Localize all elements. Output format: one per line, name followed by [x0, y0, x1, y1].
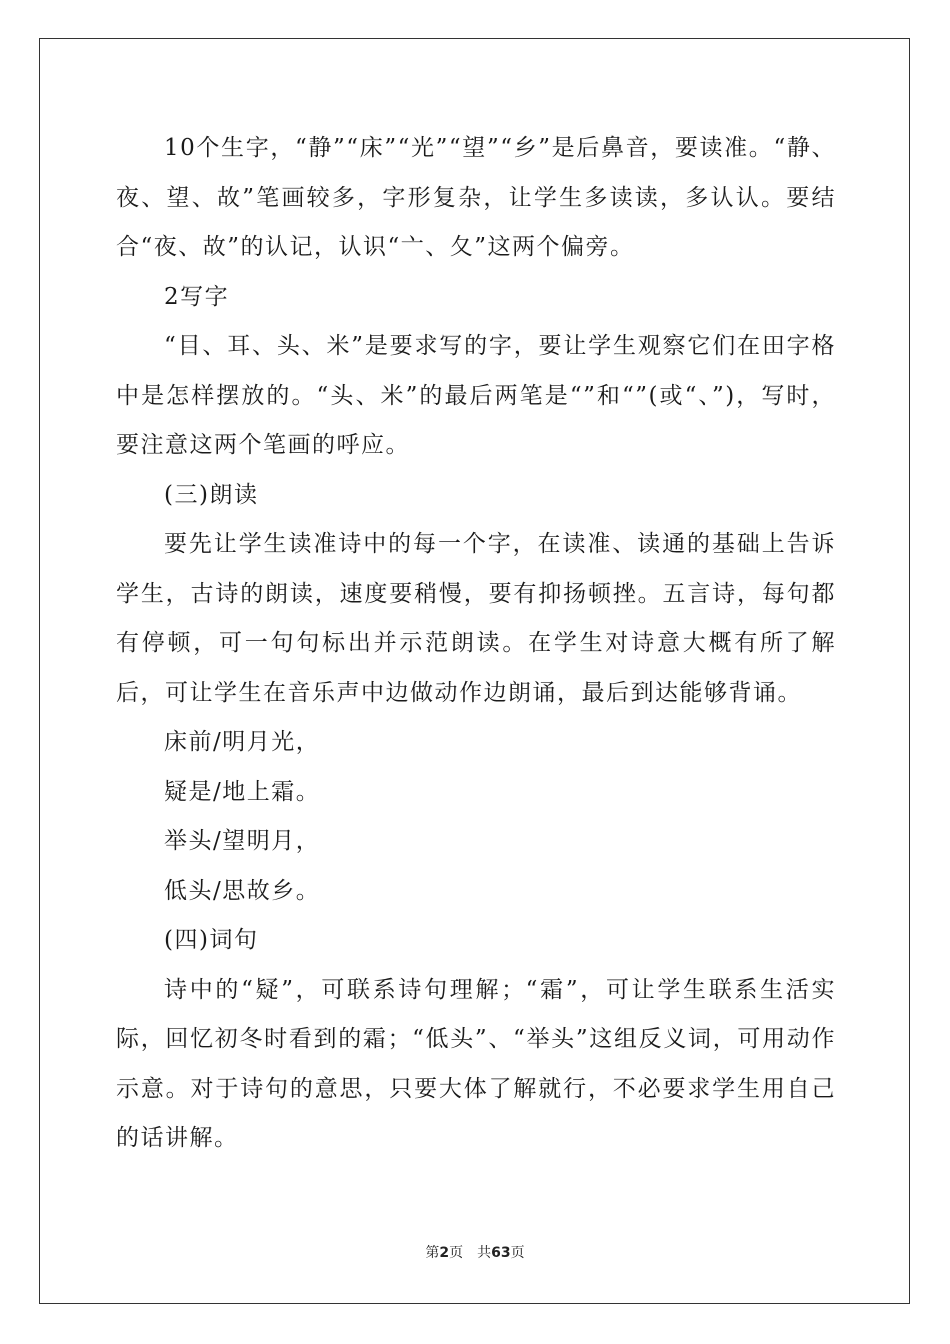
paragraph-reading-aloud: 要先让学生读准诗中的每一个字，在读准、读通的基础上告诉学生，古诗的朗读，速度要稍慢，要有抑扬顿挫。五言诗，每句都有停顿，可一句句标出并示范朗读。在学生对诗意大概有所了解后，可让学生在音乐声中边做动作边朗诵，最后到达能够背诵。	[116, 531, 836, 706]
section-heading-writing: 2写字	[164, 283, 230, 310]
footer-page-prefix: 第	[425, 1245, 440, 1261]
poem-line-3: 举头/望明月，	[164, 828, 321, 854]
page-footer	[0, 1242, 950, 1262]
poem-line-1: 床前/明月光，	[164, 729, 321, 755]
section-heading-words: (四)词句	[164, 927, 259, 953]
paragraph-words: 诗中的“疑”，可联系诗句理解；“霜”，可让学生联系生活实际，回忆初冬时看到的霜；“低头”、“举头”这组反义词，可用动作示意。对于诗句的意思，只要大体了解就行，不必要求学生用自己的话讲解。	[116, 976, 836, 1151]
poem-line-2: 疑是/地上霜。	[164, 778, 321, 805]
footer-total-prefix: 共	[477, 1245, 492, 1261]
footer-page-number: 2	[439, 1245, 450, 1261]
document-body	[116, 124, 836, 1164]
paragraph-writing: “目、耳、头、米”是要求写的字，要让学生观察它们在田字格中是怎样摆放的。“头、米”的最后两笔是“”和“”(或“、”)，写时，要注意这两个笔画的呼应。	[116, 333, 836, 458]
section-heading-reading-aloud: (三)朗读	[164, 481, 259, 508]
footer-total-pages: 63	[491, 1245, 511, 1261]
footer-page-suffix: 页	[449, 1245, 464, 1261]
paragraph-new-characters: 10个生字，“静”“床”“光”“望”“乡”是后鼻音，要读准。“静、夜、望、故”笔画较多，字形复杂，让学生多读读，多认认。要结合“夜、故”的认记，认识“亠、夂”这两个偏旁。	[116, 135, 836, 260]
footer-total-suffix: 页	[510, 1245, 525, 1261]
poem-line-4: 低头/思故乡。	[164, 877, 321, 904]
